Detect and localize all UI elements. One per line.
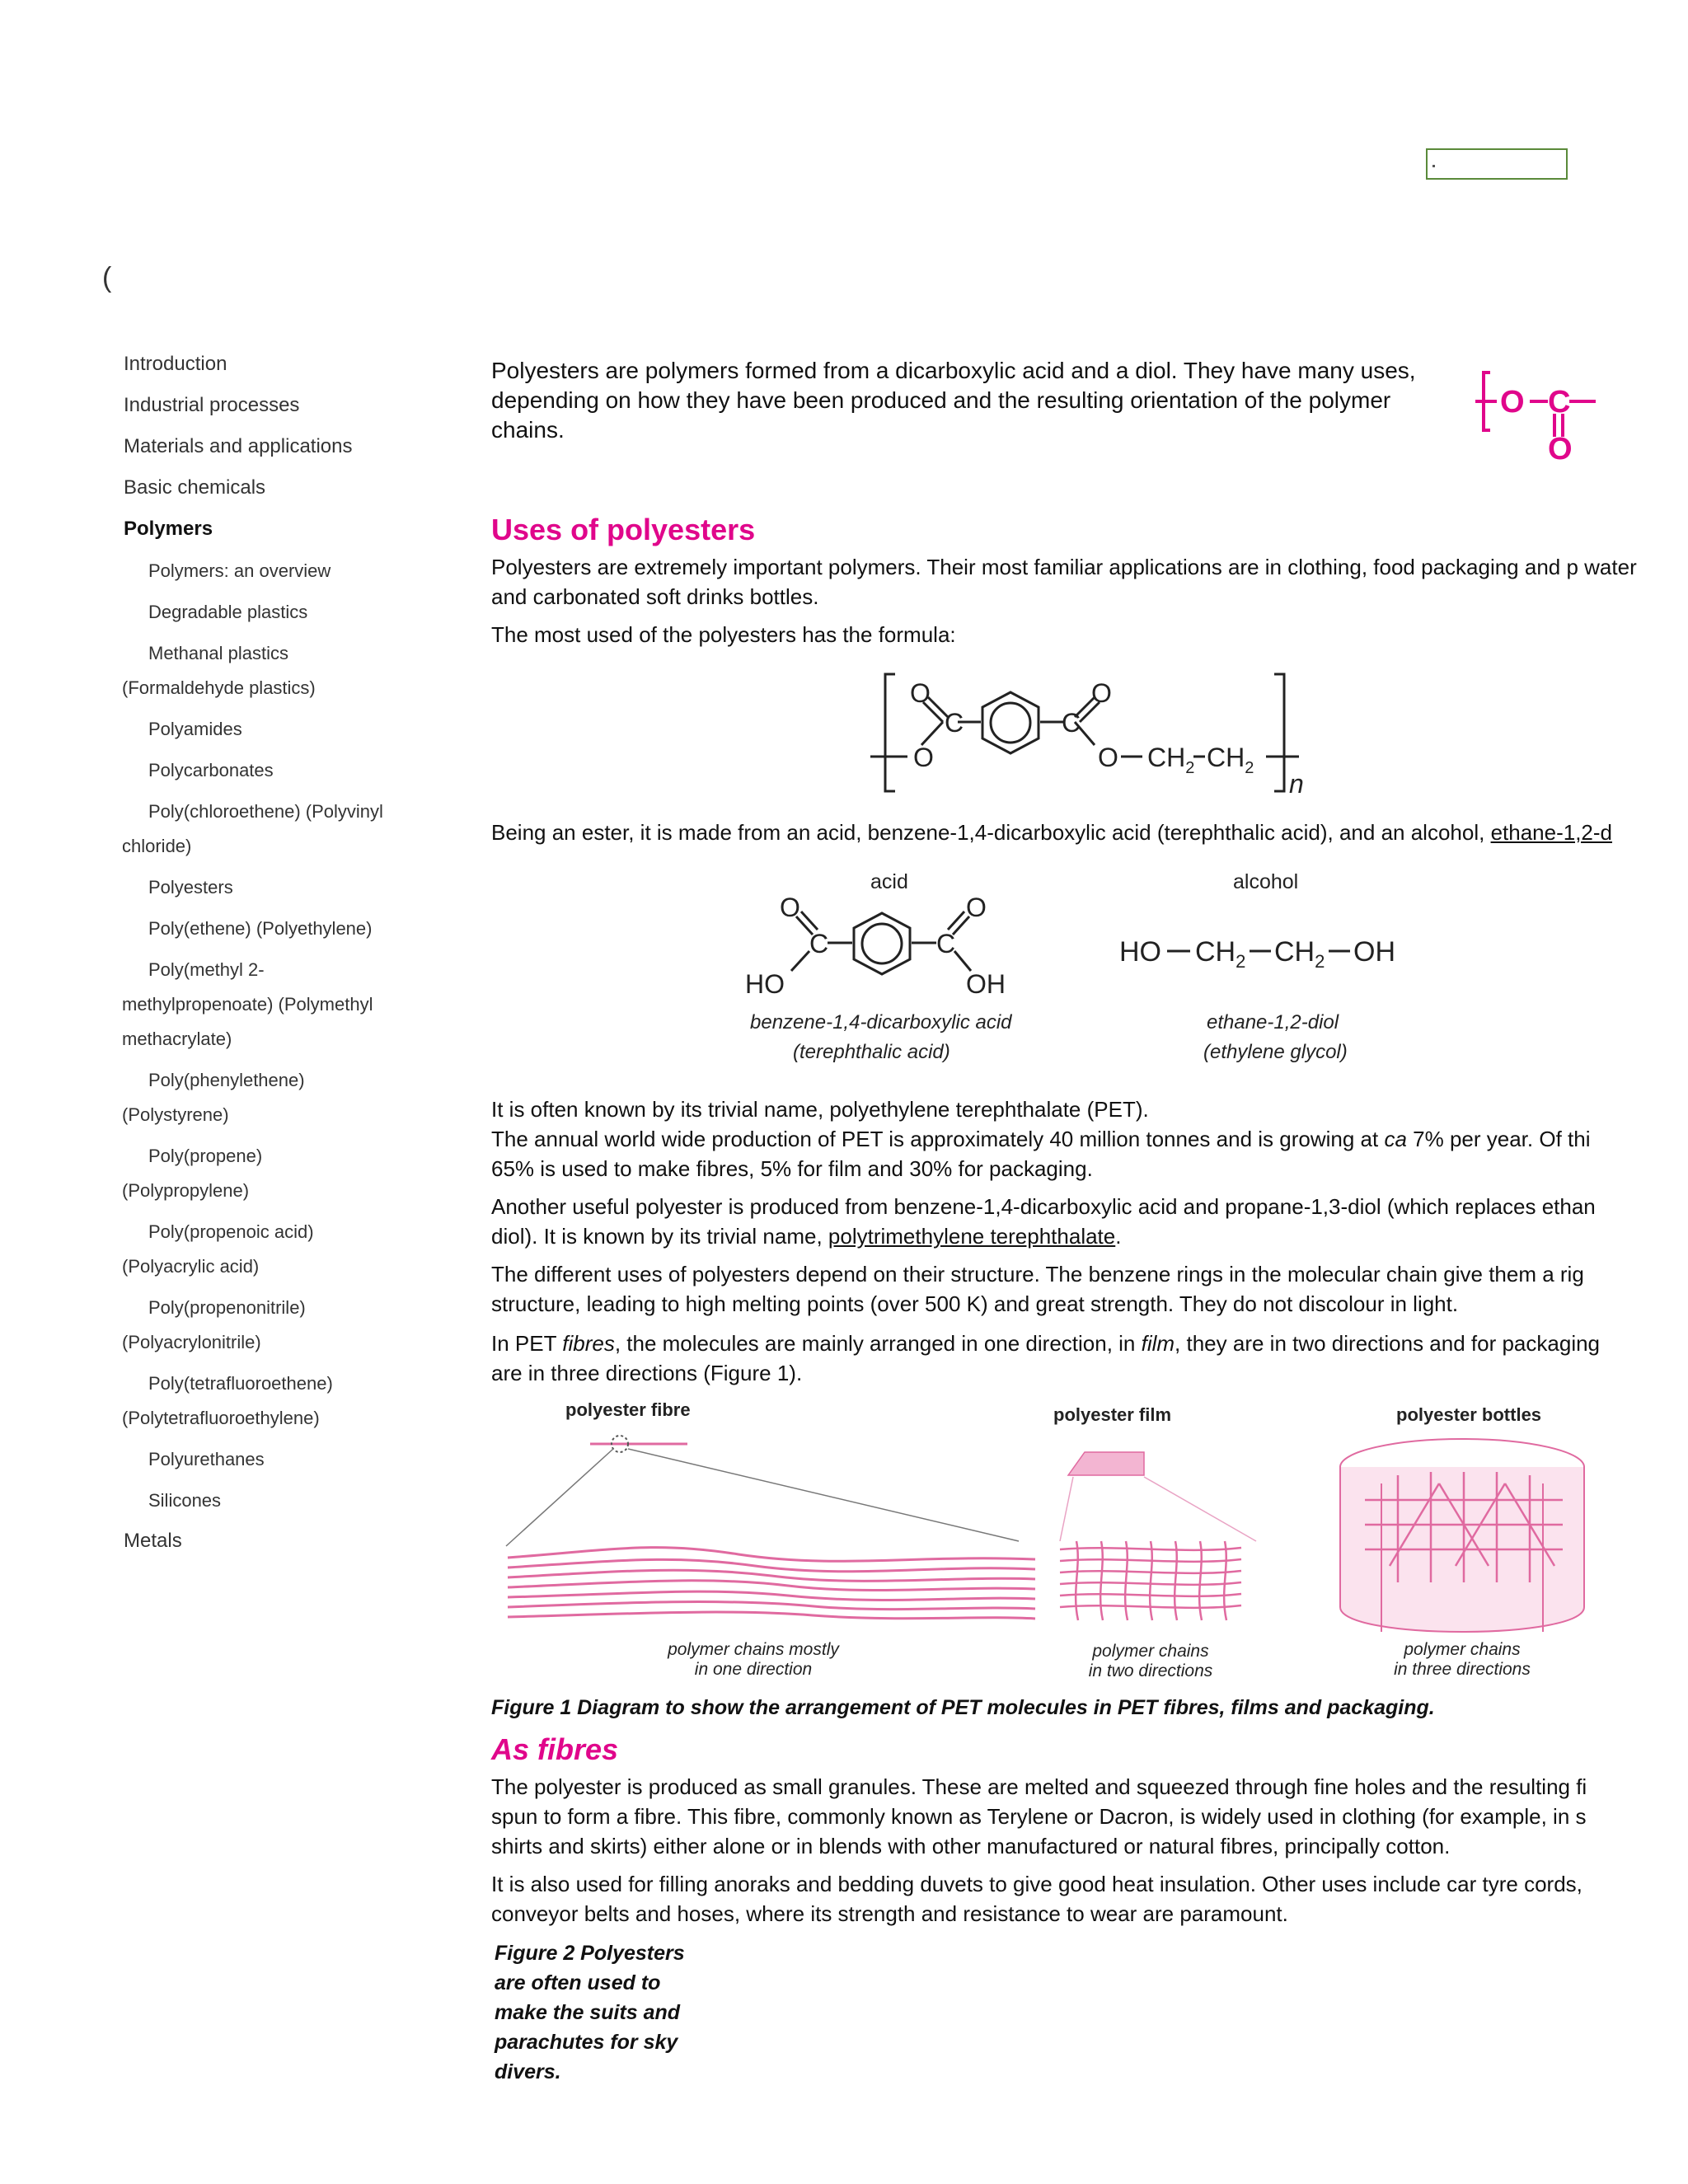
pet-formula-diagram [870, 659, 1447, 808]
fig2-line-3: make the suits and [495, 2001, 681, 2024]
sub-item-polystyrene[interactable]: Poly(phenylethene) [148, 1070, 305, 1090]
acid-ho: HO [745, 969, 785, 999]
pet-n-subscript: n [1289, 769, 1304, 799]
sub-item-degradable[interactable]: Degradable plastics [148, 602, 308, 622]
fig2-line-1: Figure 2 Polyesters [495, 1942, 685, 1965]
repeat-c-label: C [1548, 385, 1571, 419]
fig2-line-4: parachutes for sky [495, 2031, 678, 2054]
pet-ch2-1: $CH_2$ [1147, 743, 1195, 777]
fig2-line-5: divers. [495, 2060, 561, 2083]
sub-item-polyacrylic-cont[interactable]: (Polyacrylic acid) [122, 1256, 260, 1277]
sidebar-item-metals[interactable]: Metals [124, 1530, 182, 1552]
pet-ch2-2: $CH_2$ [1207, 743, 1254, 777]
ester-repeat-unit-diagram [1472, 354, 1604, 466]
repeat-carbonyl-o-label: O [1548, 432, 1573, 466]
figure-1-caption: Figure 1 Diagram to show the arrangement of PET molecules in PET fibres, films and packaging. [491, 1696, 1435, 1719]
sub-item-polyesters[interactable]: Polyesters [148, 877, 233, 898]
diol-ch2-2: $CH_2$ [1274, 936, 1325, 972]
sidebar-item-basic-chemicals[interactable]: Basic chemicals [124, 476, 266, 499]
diol-ch2-1: $CH_2$ [1195, 936, 1246, 972]
sub-item-pmma-cont2[interactable]: methacrylate) [122, 1029, 232, 1049]
alcohol-label: alcohol [1233, 870, 1299, 893]
diol-ho: HO [1119, 936, 1161, 968]
sub-item-polyurethanes[interactable]: Polyurethanes [148, 1449, 265, 1469]
cropped-title: ( [102, 262, 112, 293]
sub-item-pvc-cont[interactable]: chloride) [122, 836, 192, 856]
film-chains [1060, 1541, 1241, 1620]
acid-name: benzene-1,4-dicarboxylic acid [750, 1011, 1012, 1033]
fibres-paragraph-1: The polyester is produced as small granules. These are melted and squeezed through fine holes and the resulting fi spun to form a fibre. This fibre, commonly known as Terylene or Dacron, is widely used in clothing (for example, in s shirts and skirts) either alone or in blends with other manufactured or natural fibres, principally cotton. [491, 1774, 1587, 1858]
sub-item-polyacrylonitrile-cont[interactable]: (Polyacrylonitrile) [122, 1332, 261, 1352]
diol-monomer-diagram [1109, 865, 1395, 1071]
pet-o-ester-right: O [1098, 743, 1118, 772]
diol-trivial-name: (ethylene glycol) [1203, 1041, 1348, 1063]
sub-item-polyacrylic[interactable]: Poly(propenoic acid) [148, 1221, 314, 1242]
sub-item-polyethylene[interactable]: Poly(ethene) (Polyethylene) [148, 918, 373, 939]
pet-c-right: C [1062, 708, 1081, 738]
sub-item-pmma[interactable]: Poly(methyl 2- [148, 959, 265, 980]
acid-monomer-diagram [730, 865, 1159, 1071]
diol-oh: OH [1353, 936, 1395, 968]
structure-paragraph: The different uses of polyesters depend on their structure. The benzene rings in the molecular chain give them a rig structure, leading to high melting points (over 500 K) and great strength. They do not discolour in light. [491, 1262, 1584, 1316]
figure-1-diagram [491, 1393, 1604, 1681]
intro-paragraph: Polyesters are polymers formed from a dicarboxylic acid and a diol. They have many uses, depending on how they have been produced and the resulting orientation of the polymer chains. [491, 358, 1416, 443]
bottle-caption-1: polymer chains [1404, 1640, 1521, 1659]
fig2-line-2: are often used to [495, 1971, 661, 1994]
fibre-caption-1: polymer chains mostly [668, 1640, 839, 1659]
sidebar-item-industrial-processes[interactable]: Industrial processes [124, 394, 300, 416]
sub-item-ptfe[interactable]: Poly(tetrafluoroethene) [148, 1373, 333, 1394]
arrangement-paragraph: In PET fibres, the molecules are mainly arranged in one direction, in film, they are in two directions and for packaging are in three directions (Figure 1). [491, 1331, 1601, 1385]
pet-paragraph-2: The annual world wide production of PET is approximately 40 million tonnes and is growing at ca 7% per year. Of thi 65% is used to make fibres, 5% for film and 30% for packaging. [491, 1127, 1591, 1181]
uses-paragraph-2: The most used of the polyesters has the formula: [491, 622, 956, 647]
sidebar-item-introduction[interactable]: Introduction [124, 353, 227, 375]
main-content [491, 0, 1637, 2184]
acid-o-right: O [966, 893, 987, 922]
sub-item-polypropylene[interactable]: Poly(propene) [148, 1146, 263, 1166]
sub-item-polycarbonates[interactable]: Polycarbonates [148, 760, 274, 780]
sub-item-methanal[interactable]: Methanal plastics [148, 643, 288, 663]
diol-name: ethane-1,2-diol [1207, 1011, 1339, 1033]
acid-oh: OH [966, 969, 1006, 999]
sub-item-methanal-cont[interactable]: (Formaldehyde plastics) [122, 677, 316, 698]
sub-item-polystyrene-cont[interactable]: (Polystyrene) [122, 1104, 229, 1125]
uses-heading: Uses of polyesters [491, 513, 756, 546]
bottle-caption-2: in three directions [1394, 1660, 1531, 1679]
pet-o-ester-left: O [913, 743, 934, 772]
sub-item-polyacrylonitrile[interactable]: Poly(propenonitrile) [148, 1297, 306, 1318]
repeat-o-label: O [1500, 385, 1525, 419]
acid-o-left: O [780, 893, 800, 922]
acid-c-left: C [809, 929, 829, 958]
sub-item-silicones[interactable]: Silicones [148, 1490, 222, 1511]
ester-paragraph: Being an ester, it is made from an acid, benzene-1,4-dicarboxylic acid (terephthalic acid), and an alcohol, ethane-1,2-d [491, 820, 1613, 845]
film-label: polyester film [1053, 1404, 1172, 1425]
figure-2-caption [495, 1938, 709, 2087]
sidebar-item-materials[interactable]: Materials and applications [124, 435, 353, 457]
fibre-chains [508, 1548, 1035, 1619]
sub-item-polypropylene-cont[interactable]: (Polypropylene) [122, 1180, 250, 1201]
pet-o-carbonyl-right: O [1091, 678, 1112, 708]
pet-c-left: C [945, 708, 964, 738]
bottles-label: polyester bottles [1396, 1404, 1542, 1425]
sub-item-overview[interactable]: Polymers: an overview [148, 560, 331, 581]
fibre-caption-2: in one direction [694, 1660, 813, 1679]
sub-item-polyamides[interactable]: Polyamides [148, 719, 242, 739]
bottle-cylinder [1340, 1439, 1584, 1632]
sub-item-ptfe-cont[interactable]: (Polytetrafluoroethylene) [122, 1408, 320, 1428]
pet-paragraph-1: It is often known by its trivial name, polyethylene terephthalate (PET). [491, 1097, 1149, 1122]
sub-item-pvc[interactable]: Poly(chloroethene) (Polyvinyl [148, 801, 383, 822]
sidebar-item-polymers[interactable]: Polymers [124, 518, 213, 540]
acid-trivial-name: (terephthalic acid) [793, 1041, 950, 1063]
ptt-paragraph: Another useful polyester is produced from benzene-1,4-dicarboxylic acid and propane-1,3-diol (which replaces ethan diol). It is known by its trivial name, polytrimethylene terephthalate. [491, 1194, 1596, 1249]
fibres-heading: As fibres [491, 1732, 619, 1766]
ptt-link[interactable]: polytrimethylene terephthalate [828, 1224, 1116, 1249]
acid-c-right: C [936, 929, 956, 958]
film-caption-1: polymer chains [1092, 1642, 1209, 1661]
acid-label: acid [870, 870, 908, 893]
sub-item-pmma-cont[interactable]: methylpropenoate) (Polymethyl [122, 994, 373, 1015]
pet-o-carbonyl-left: O [910, 678, 931, 708]
fibres-paragraph-2: It is also used for filling anoraks and bedding duvets to give good heat insulation. Other uses include car tyre cords, conveyor belts and hoses, where its strength and resistance to wear are paramount. [491, 1872, 1582, 1926]
fibre-label: polyester fibre [565, 1399, 691, 1420]
uses-paragraph-1: Polyesters are extremely important polymers. Their most familiar applications are in clothing, food packaging and p water and carbonated soft drinks bottles. [491, 555, 1637, 609]
ethane-diol-link[interactable]: ethane-1,2-d [1490, 820, 1613, 845]
film-caption-2: in two directions [1088, 1661, 1213, 1680]
